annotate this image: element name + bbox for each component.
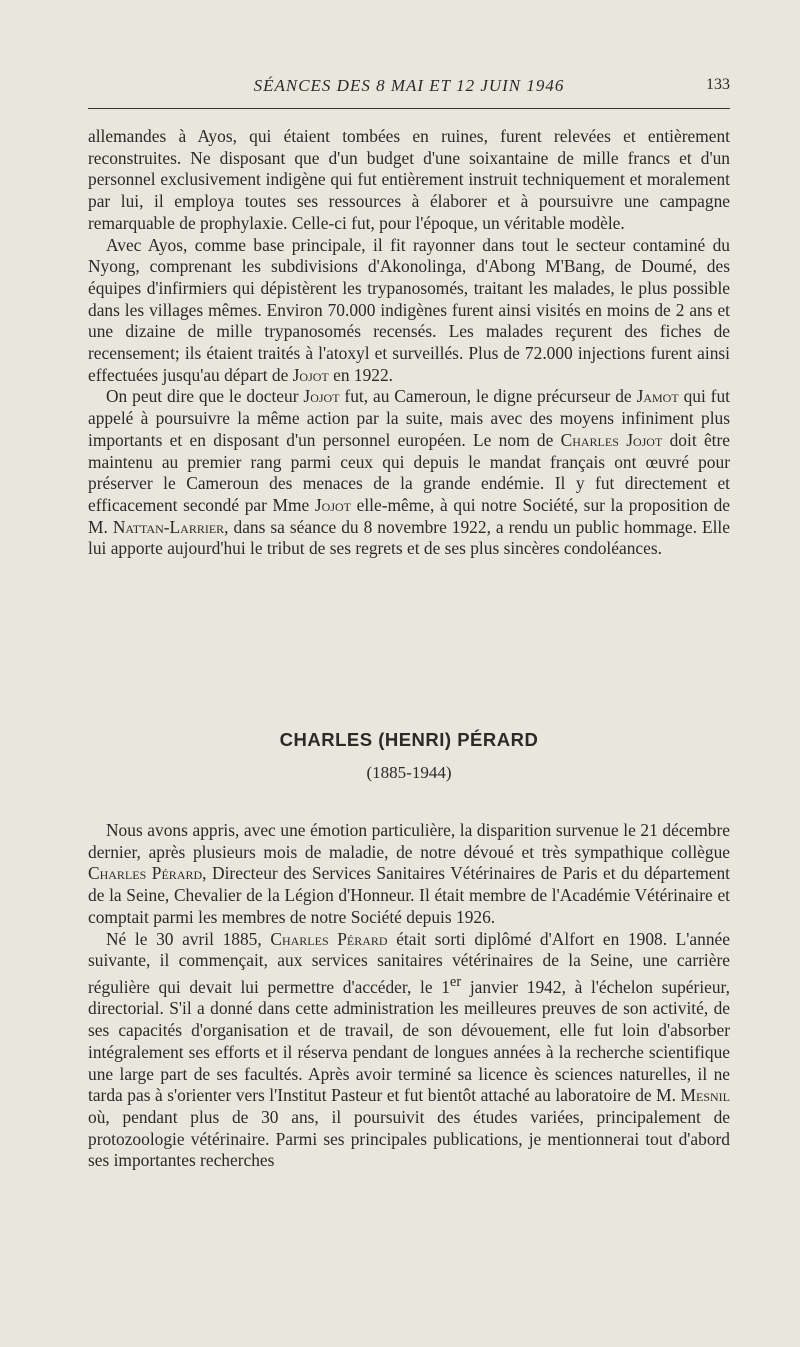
running-head-title: SÉANCES DES 8 MAI ET 12 JUIN 1946 xyxy=(253,76,565,95)
header-rule xyxy=(88,108,730,109)
person-name: Jojot xyxy=(303,386,340,407)
obituary-dates: (1885-1944) xyxy=(366,763,452,782)
running-head xyxy=(88,76,730,102)
paragraph-text: était sorti diplômé d'Alfort en 1908. L'année suivante, il commençait, aux services sanitaires vétérinaires de la Seine, une carrière régulière qui devait lui permettre d'accéder, le xyxy=(88,928,730,997)
person-name: Charles Jojot xyxy=(560,429,663,450)
paragraph-text: elle-même, à qui notre Société, sur la proposition de M. xyxy=(88,494,730,537)
paragraph-text: fut, au Cameroun, le digne précurseur de xyxy=(339,386,637,407)
paragraph xyxy=(88,929,730,1173)
person-name: Jojot xyxy=(292,364,329,385)
paragraph-text: Né le 30 avril 1885, xyxy=(106,928,271,949)
paragraph-text: allemandes à Ayos, qui étaient tombées en ruines, furent relevées et entièrement reconstruites. Ne disposant que d'un budget d'une soixantaine de mille francs et d'un personnel exclusivement indigène qui fut entièrement instruit techniquement et moralement par lui, il employa toutes ses ressources à élaborer et à poursuivre une campagne remarquable de prophylaxie. Celle-ci fut, pour l'époque, un véritable modèle. xyxy=(88,126,730,233)
previous-obituary-text xyxy=(88,126,730,560)
paragraph-text: doit être maintenu au premier rang parmi ceux qui depuis le mandat français ont œuvré pour préserver le Cameroun des menaces de la grande endémie. Il y fut directement et efficacement secondé par Mme xyxy=(88,429,731,515)
ordinal-number: 1 xyxy=(441,976,450,997)
ordinal-suffix: er xyxy=(449,973,462,990)
person-name: Jojot xyxy=(314,494,351,515)
paragraph-text: en 1922. xyxy=(328,364,394,385)
person-name: Mesnil xyxy=(680,1085,730,1106)
person-name: Jamot xyxy=(636,386,679,407)
paragraph-text: , dans sa séance du 8 novembre 1922, a rendu un public hommage. Elle lui apporte aujourd'hui le tribut de ses regrets et de ses plus sincères condoléances. xyxy=(88,516,730,559)
person-name: Charles Pérard xyxy=(270,928,388,949)
paragraph-text: qui fut appelé à poursuivre la même action par la suite, mais avec des moyens infiniment plus importants et en disposant d'un personnel européen. Le nom de xyxy=(88,386,731,450)
paragraph-text: Avec Ayos, comme base principale, il fit rayonner dans tout le secteur contaminé du Nyong, comprenant les subdivisions d'Akonolinga, d'Abong M'Bang, de Doumé, des équipes d'infirmiers qui dépistèrent les trypanosomés, traitant les malades, le plus possible dans les villages mêmes. Environ 70.000 indigènes furent ainsi visités en moins de 2 ans et une dizaine de mille trypanosomés recensés. Les malades reçurent des fiches de recensement; ils étaient traités à l'atoxyl et surveillés. Plus de 72.000 injections furent ainsi effectuées jusqu'au départ de xyxy=(88,234,730,385)
paragraph-text: où, pendant plus de 30 ans, il poursuivit des études variées, principalement de protozoologie vétérinaire. Parmi ses principales publications, je mentionnerai tout d'abord ses importantes recherches xyxy=(88,1106,730,1171)
paragraph-text: On peut dire que le docteur xyxy=(106,386,304,407)
paragraph xyxy=(88,820,730,929)
paragraph-text: , Directeur des Services Sanitaires Vétérinaires de Paris et du département de la Seine, Chevalier de la Légion d'Honneur. Il était membre de l'Académie Vétérinaire et comptait parmi les membres de notre Société depuis 1926. xyxy=(88,863,730,927)
paragraph xyxy=(88,386,730,560)
paragraph-text: Nous avons appris, avec une émotion particulière, la disparition survenue le 21 décembre dernier, après plusieurs mois de maladie, de notre dévoué et très sympathique collègue xyxy=(88,820,730,862)
obituary-heading: CHARLES (HENRI) PÉRARD xyxy=(279,729,539,750)
person-name: Nattan-Larrier xyxy=(112,516,225,537)
paragraph xyxy=(88,126,730,235)
page-number: 133 xyxy=(706,76,730,93)
person-name: Charles Pérard xyxy=(88,863,203,884)
obituary-text xyxy=(88,820,730,1172)
paragraph xyxy=(88,235,730,387)
paragraph-text: janvier 1942, à l'échelon supérieur, directorial. S'il a donné dans cette administration les meilleures preuves de son activité, de ses capacités d'organisation et de travail, de son dévouement, elle fut loin d'absorber intégralement ses efforts et il réserva pendant de longues années à la recherche scientifique une large part de ses facultés. Après avoir terminé sa licence ès sciences naturelles, il ne tarda pas à s'orienter vers l'Institut Pasteur et fut bientôt attaché au laboratoire de M. xyxy=(88,976,731,1106)
